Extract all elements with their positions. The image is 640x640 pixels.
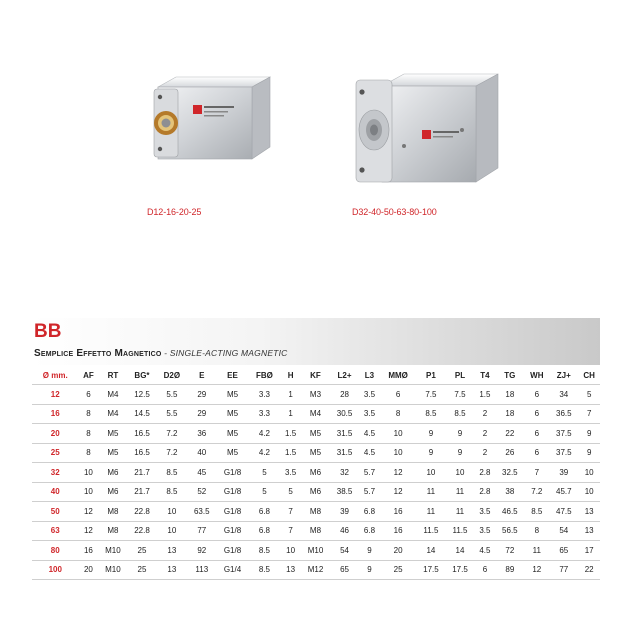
table-cell: 11 (445, 482, 474, 502)
table-cell: 11 (416, 502, 445, 522)
table-cell: M6 (301, 463, 330, 483)
table-cell: 9 (359, 541, 380, 561)
table-cell: 25 (127, 541, 156, 561)
table-cell: 113 (187, 560, 216, 580)
table-cell: G1/8 (216, 521, 248, 541)
column-header: WH (524, 366, 549, 385)
table-cell: 32.5 (495, 463, 524, 483)
bore-cell: 80 (32, 541, 78, 561)
small-cylinder-image (148, 75, 273, 165)
table-cell: 47.5 (549, 502, 578, 522)
column-header: CH (578, 366, 600, 385)
table-cell: 77 (549, 560, 578, 580)
table-cell: 12 (380, 463, 417, 483)
bore-cell: 12 (32, 385, 78, 405)
table-row (32, 463, 600, 483)
column-header: ZJ+ (549, 366, 578, 385)
table-cell: 6 (524, 385, 549, 405)
table-row (32, 443, 600, 463)
table-row (32, 424, 600, 444)
table-cell: 12 (524, 560, 549, 580)
series-title-en: SINGLE-ACTING MAGNETIC (169, 348, 288, 358)
table-cell: 3.5 (475, 521, 496, 541)
table-cell: 22 (578, 560, 600, 580)
table-cell: 54 (330, 541, 359, 561)
table-header-row (32, 366, 600, 385)
table-cell: 45 (187, 463, 216, 483)
table-cell: 20 (78, 560, 98, 580)
table-cell: 10 (157, 521, 188, 541)
table-cell: 22.8 (127, 502, 156, 522)
table-cell: M5 (98, 443, 127, 463)
column-header: D2Ø (157, 366, 188, 385)
table-cell: 54 (549, 521, 578, 541)
table-cell: 10 (78, 482, 98, 502)
table-cell: 89 (495, 560, 524, 580)
series-title-separator: - (161, 348, 170, 358)
table-cell: 5.5 (157, 385, 188, 405)
table-cell: 8.5 (445, 404, 474, 424)
table-cell: 12.5 (127, 385, 156, 405)
column-header: EE (216, 366, 248, 385)
table-cell: 6.8 (249, 521, 281, 541)
table-cell: 65 (549, 541, 578, 561)
series-code: BB (34, 321, 62, 342)
table-cell: 4.5 (475, 541, 496, 561)
column-header: BG* (127, 366, 156, 385)
table-cell: 2 (475, 424, 496, 444)
table-cell: 6 (78, 385, 98, 405)
table-cell: 5.7 (359, 463, 380, 483)
bore-cell: 63 (32, 521, 78, 541)
table-cell: M5 (301, 443, 330, 463)
table-cell: 14 (445, 541, 474, 561)
column-header: T4 (475, 366, 496, 385)
table-cell: 2 (475, 404, 496, 424)
table-cell: 10 (380, 424, 417, 444)
table-cell: 25 (380, 560, 417, 580)
table-cell: 14.5 (127, 404, 156, 424)
table-cell: M8 (98, 502, 127, 522)
table-cell: M5 (216, 443, 248, 463)
table-row (32, 385, 600, 405)
column-header: TG (495, 366, 524, 385)
table-cell: 26 (495, 443, 524, 463)
table-cell: 13 (157, 541, 188, 561)
table-cell: 6 (524, 443, 549, 463)
bore-cell: 50 (32, 502, 78, 522)
table-cell: 5 (578, 385, 600, 405)
table-cell: 14 (416, 541, 445, 561)
series-title (34, 348, 287, 359)
table-cell: 10 (157, 502, 188, 522)
table-cell: 4.5 (359, 443, 380, 463)
table-cell: M6 (98, 463, 127, 483)
table-cell: 7 (524, 463, 549, 483)
table-cell: 8.5 (249, 541, 281, 561)
table-cell: 16 (380, 521, 417, 541)
table-cell: 8.5 (524, 502, 549, 522)
table-cell: 9 (578, 424, 600, 444)
table-cell: 6 (524, 404, 549, 424)
bore-cell: 32 (32, 463, 78, 483)
table-cell: 20 (380, 541, 417, 561)
table-row (32, 521, 600, 541)
table-cell: 6 (475, 560, 496, 580)
table-cell: 7 (280, 521, 301, 541)
bore-cell: 20 (32, 424, 78, 444)
column-header: FBØ (249, 366, 281, 385)
table-cell: M6 (98, 482, 127, 502)
table-cell: 2.8 (475, 482, 496, 502)
table-cell: 9 (359, 560, 380, 580)
table-cell: 10 (445, 463, 474, 483)
table-cell: 29 (187, 385, 216, 405)
column-header: MMØ (380, 366, 417, 385)
table-cell: 1.5 (280, 424, 301, 444)
table-cell: 8 (78, 424, 98, 444)
table-cell: 7.2 (524, 482, 549, 502)
table-cell: 6 (380, 385, 417, 405)
table-cell: 7.5 (416, 385, 445, 405)
table-cell: M10 (301, 541, 330, 561)
table-cell: 11 (445, 502, 474, 522)
table-cell: 16.5 (127, 424, 156, 444)
table-cell: M8 (301, 502, 330, 522)
table-cell: 11 (524, 541, 549, 561)
table-cell: 52 (187, 482, 216, 502)
table-cell: M10 (98, 560, 127, 580)
table-cell: 11.5 (416, 521, 445, 541)
table-cell: 72 (495, 541, 524, 561)
table-cell: 11 (416, 482, 445, 502)
table-cell: 5 (280, 482, 301, 502)
table-cell: 4.2 (249, 424, 281, 444)
table-cell: 6 (524, 424, 549, 444)
table-cell: 36.5 (549, 404, 578, 424)
table-cell: 3.3 (249, 385, 281, 405)
table-cell: 17 (578, 541, 600, 561)
bore-cell: 100 (32, 560, 78, 580)
column-header: AF (78, 366, 98, 385)
table-cell: G1/8 (216, 541, 248, 561)
table-row (32, 502, 600, 522)
table-cell: G1/4 (216, 560, 248, 580)
table-cell: 13 (157, 560, 188, 580)
table-cell: 40 (187, 443, 216, 463)
table-cell: 10 (416, 463, 445, 483)
bore-cell: 16 (32, 404, 78, 424)
table-cell: 28 (330, 385, 359, 405)
dimensions-table (32, 366, 600, 580)
table-row (32, 560, 600, 580)
table-body (32, 385, 600, 580)
table-cell: 39 (549, 463, 578, 483)
table-cell: M5 (216, 404, 248, 424)
table-cell: M4 (301, 404, 330, 424)
column-header: PL (445, 366, 474, 385)
table-cell: M12 (301, 560, 330, 580)
table-cell: 3.5 (359, 385, 380, 405)
table-cell: 5.7 (359, 482, 380, 502)
table-cell: M5 (301, 424, 330, 444)
table-cell: 13 (280, 560, 301, 580)
table-cell: 9 (445, 443, 474, 463)
table-cell: 77 (187, 521, 216, 541)
column-header: L2+ (330, 366, 359, 385)
table-cell: 9 (578, 443, 600, 463)
table-cell: 16 (380, 502, 417, 522)
table-cell: 25 (127, 560, 156, 580)
table-cell: 6.8 (249, 502, 281, 522)
column-header: KF (301, 366, 330, 385)
table-cell: 31.5 (330, 443, 359, 463)
table-cell: M5 (98, 424, 127, 444)
table-cell: 8.5 (157, 482, 188, 502)
table-cell: 4.2 (249, 443, 281, 463)
table-cell: 32 (330, 463, 359, 483)
column-header: RT (98, 366, 127, 385)
table-cell: 92 (187, 541, 216, 561)
table-cell: 36 (187, 424, 216, 444)
column-header: H (280, 366, 301, 385)
table-cell: 8 (524, 521, 549, 541)
table-cell: M8 (98, 521, 127, 541)
series-title-it: Semplice Effetto Magnetico (34, 348, 162, 359)
table-cell: 11.5 (445, 521, 474, 541)
table-cell: 8.5 (416, 404, 445, 424)
table-cell: 39 (330, 502, 359, 522)
table-cell: 5 (249, 463, 281, 483)
table-cell: 10 (578, 482, 600, 502)
table-cell: 18 (495, 404, 524, 424)
table-cell: 12 (78, 502, 98, 522)
table-cell: 46 (330, 521, 359, 541)
table-cell: 7 (578, 404, 600, 424)
table-cell: 9 (445, 424, 474, 444)
table-row (32, 541, 600, 561)
table-cell: 3.5 (280, 463, 301, 483)
table-cell: 30.5 (330, 404, 359, 424)
table-cell: 56.5 (495, 521, 524, 541)
table-cell: 6.8 (359, 521, 380, 541)
table-cell: 12 (380, 482, 417, 502)
column-header: L3 (359, 366, 380, 385)
table-cell: 1.5 (475, 385, 496, 405)
table-row (32, 482, 600, 502)
table-cell: 46.5 (495, 502, 524, 522)
table-cell: 1.5 (280, 443, 301, 463)
column-header: E (187, 366, 216, 385)
table-cell: G1/8 (216, 463, 248, 483)
table-cell: 8.5 (249, 560, 281, 580)
table-cell: 17.5 (416, 560, 445, 580)
table-cell: 37.5 (549, 424, 578, 444)
table-cell: 12 (78, 521, 98, 541)
table-cell: 45.7 (549, 482, 578, 502)
table-cell: 2.8 (475, 463, 496, 483)
product-caption-large: D32-40-50-63-80-100 (352, 207, 437, 217)
table-cell: 38 (495, 482, 524, 502)
table-cell: 21.7 (127, 482, 156, 502)
table-row (32, 404, 600, 424)
table-cell: M8 (301, 521, 330, 541)
table-cell: 13 (578, 521, 600, 541)
table-cell: 4.5 (359, 424, 380, 444)
table-cell: 7.2 (157, 443, 188, 463)
column-header: P1 (416, 366, 445, 385)
table-cell: 1 (280, 404, 301, 424)
table-cell: 63.5 (187, 502, 216, 522)
table-cell: 7.2 (157, 424, 188, 444)
table-cell: 8 (78, 443, 98, 463)
table-cell: 8 (380, 404, 417, 424)
table-cell: 10 (78, 463, 98, 483)
table-cell: M4 (98, 404, 127, 424)
table-cell: 10 (578, 463, 600, 483)
table-cell: 34 (549, 385, 578, 405)
table-cell: 3.5 (475, 502, 496, 522)
table-cell: 38.5 (330, 482, 359, 502)
table-cell: 5.5 (157, 404, 188, 424)
table-cell: G1/8 (216, 482, 248, 502)
table-cell: 37.5 (549, 443, 578, 463)
table-cell: 21.7 (127, 463, 156, 483)
table-cell: M6 (301, 482, 330, 502)
table-cell: 8 (78, 404, 98, 424)
table-cell: 29 (187, 404, 216, 424)
table-cell: 17.5 (445, 560, 474, 580)
table-cell: M3 (301, 385, 330, 405)
table-cell: 16 (78, 541, 98, 561)
table-cell: 7 (280, 502, 301, 522)
table-cell: 16.5 (127, 443, 156, 463)
table-cell: 6.8 (359, 502, 380, 522)
table-cell: M10 (98, 541, 127, 561)
table-cell: 2 (475, 443, 496, 463)
table-cell: 31.5 (330, 424, 359, 444)
table-cell: 22.8 (127, 521, 156, 541)
table-cell: 9 (416, 443, 445, 463)
table-cell: M5 (216, 424, 248, 444)
bore-cell: 40 (32, 482, 78, 502)
bore-cell: 25 (32, 443, 78, 463)
product-caption-small: D12-16-20-25 (147, 207, 202, 217)
table-cell: G1/8 (216, 502, 248, 522)
table-cell: 1 (280, 385, 301, 405)
table-cell: 9 (416, 424, 445, 444)
table-cell: 22 (495, 424, 524, 444)
table-cell: 3.5 (359, 404, 380, 424)
table-cell: 7.5 (445, 385, 474, 405)
table-cell: 10 (280, 541, 301, 561)
table-cell: 10 (380, 443, 417, 463)
large-cylinder-image (352, 72, 500, 187)
table-cell: 8.5 (157, 463, 188, 483)
table-cell: 18 (495, 385, 524, 405)
series-header-band (32, 318, 600, 365)
table-cell: 65 (330, 560, 359, 580)
table-cell: M4 (98, 385, 127, 405)
table-cell: M5 (216, 385, 248, 405)
table-cell: 13 (578, 502, 600, 522)
table-cell: 3.3 (249, 404, 281, 424)
column-header: Ø mm. (32, 366, 78, 385)
table-cell: 5 (249, 482, 281, 502)
